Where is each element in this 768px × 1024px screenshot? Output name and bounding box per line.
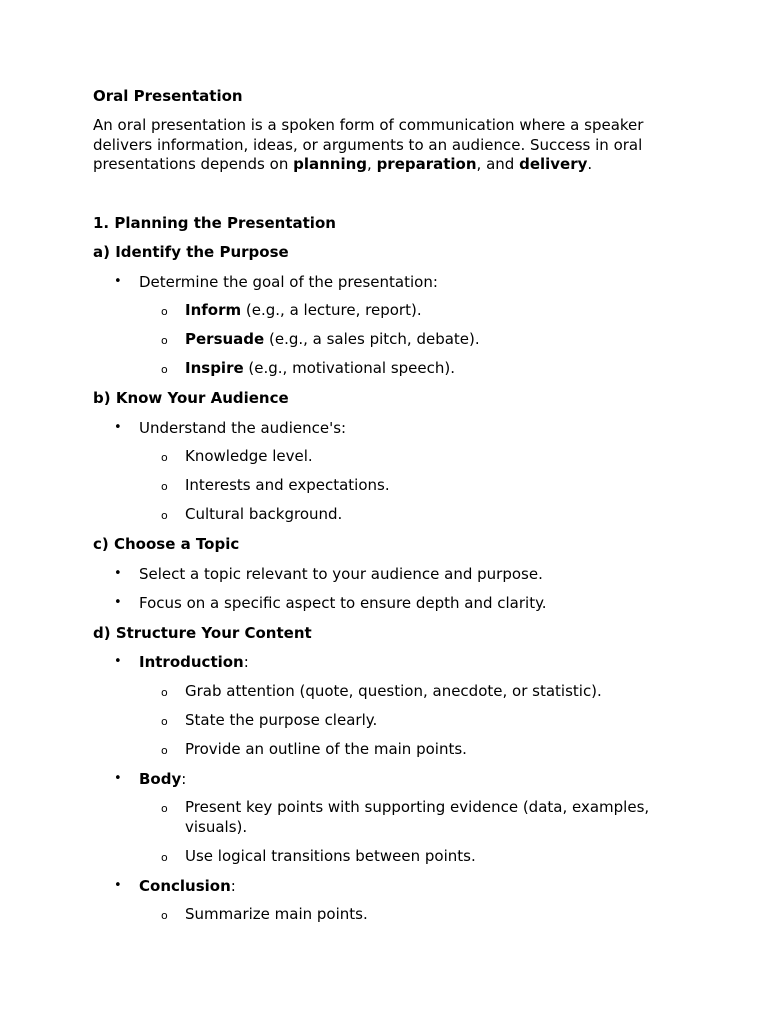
intro-bold-planning: planning: [293, 155, 368, 173]
circle-bullet-icon: o: [161, 685, 168, 699]
intro-text-3: , and: [476, 155, 520, 173]
conclusion-label: Conclusion: [139, 876, 231, 895]
sub-item-bold: Persuade: [185, 330, 265, 348]
circle-bullet-icon: o: [161, 850, 168, 864]
sub-item-text: Summarize main points.: [185, 905, 368, 923]
list-item: [93, 272, 678, 379]
sub-item-text: (e.g., a lecture, report).: [241, 301, 422, 319]
intro-bold-preparation: preparation: [376, 155, 477, 173]
sub-list-item: [93, 847, 678, 867]
section-1-title: 1. Planning the Presentation: [93, 213, 336, 232]
list-item: [93, 564, 678, 584]
sub-list: [93, 905, 678, 925]
list-structure-content: [93, 652, 678, 925]
heading-identify-purpose: a) Identify the Purpose: [93, 243, 289, 261]
document-page: [93, 86, 678, 934]
list-item-text: Determine the goal of the presentation:: [139, 272, 438, 291]
circle-bullet-icon: o: [161, 743, 168, 757]
list-choose-topic: [93, 564, 678, 614]
circle-bullet-icon: o: [161, 802, 168, 815]
sub-item-text: Use logical transitions between points.: [185, 846, 476, 865]
circle-bullet-icon: o: [161, 909, 168, 922]
introduction-label: Introduction: [139, 653, 244, 671]
sub-item-text: State the purpose clearly.: [185, 710, 378, 729]
sub-list-item: [93, 682, 678, 702]
list-item-text: Select a topic relevant to your audience and purpose.: [139, 564, 543, 583]
circle-bullet-icon: o: [161, 363, 168, 376]
heading-know-audience: b) Know Your Audience: [93, 389, 289, 407]
intro-bold-delivery: delivery: [519, 155, 588, 173]
sub-item-text: (e.g., motivational speech).: [243, 359, 456, 377]
sub-item-text: Provide an outline of the main points.: [185, 739, 467, 758]
list-item-introduction: [93, 652, 678, 759]
label-suffix: :: [243, 653, 249, 671]
sub-list-item: [93, 330, 678, 350]
heading-choose-topic: c) Choose a Topic: [93, 535, 240, 553]
heading-structure-content: d) Structure Your Content: [93, 623, 312, 642]
sub-list-item: [93, 798, 678, 837]
circle-bullet-icon: o: [161, 305, 168, 318]
circle-bullet-icon: o: [161, 451, 168, 464]
intro-text-4: .: [587, 155, 593, 173]
sub-list: [93, 682, 678, 760]
list-item-conclusion: [93, 876, 678, 925]
sub-list-item: [93, 711, 678, 731]
label-suffix: :: [181, 769, 187, 788]
sub-list-item: [93, 905, 678, 925]
circle-bullet-icon: o: [161, 714, 168, 728]
bullet-icon: •: [114, 877, 122, 893]
list-item-text: Focus on a specific aspect to ensure depth and clarity.: [139, 594, 547, 612]
document-title: Oral Presentation: [93, 87, 243, 105]
bullet-icon: •: [114, 273, 122, 289]
bullet-icon: •: [114, 654, 122, 669]
sub-list-item: [93, 447, 678, 467]
sub-item-bold: Inform: [185, 301, 242, 319]
circle-bullet-icon: o: [161, 334, 168, 347]
bullet-icon: •: [114, 770, 122, 786]
sub-list-item: [93, 359, 678, 379]
bullet-icon: •: [114, 419, 122, 435]
list-know-audience: [93, 418, 678, 525]
sub-list-item: [93, 740, 678, 760]
list-item-text: Understand the audience's:: [139, 418, 347, 437]
sub-list: [93, 301, 678, 379]
list-identify-purpose: [93, 272, 678, 379]
sub-item-bold: Inspire: [185, 359, 244, 377]
intro-text-1: An oral presentation is a spoken form of communication where a speaker delivers information, ideas, or arguments to an audience. Success in oral presentations depends on: [93, 116, 644, 173]
list-item-body: [93, 769, 678, 867]
body-label: Body: [139, 769, 182, 788]
circle-bullet-icon: o: [161, 480, 168, 493]
sub-item-text: Present key points with supporting evidence (data, examples, visuals).: [185, 798, 650, 836]
bullet-icon: •: [114, 595, 122, 610]
sub-item-text: Cultural background.: [185, 505, 343, 523]
sub-list-item: [93, 505, 678, 525]
sub-list-item: [93, 301, 678, 321]
list-item: [93, 418, 678, 525]
sub-item-text: Interests and expectations.: [185, 476, 390, 494]
intro-text-2: ,: [367, 155, 377, 173]
sub-list: [93, 798, 678, 866]
circle-bullet-icon: o: [161, 509, 168, 522]
sub-list: [93, 447, 678, 525]
sub-item-text: (e.g., a sales pitch, debate).: [264, 330, 480, 348]
sub-item-text: Knowledge level.: [185, 447, 313, 465]
sub-list-item: [93, 476, 678, 496]
bullet-icon: •: [114, 565, 122, 581]
list-item: [93, 593, 678, 613]
intro-paragraph: [93, 116, 678, 175]
label-suffix: :: [230, 876, 236, 895]
sub-item-text: Grab attention (quote, question, anecdote, or statistic).: [185, 681, 602, 700]
